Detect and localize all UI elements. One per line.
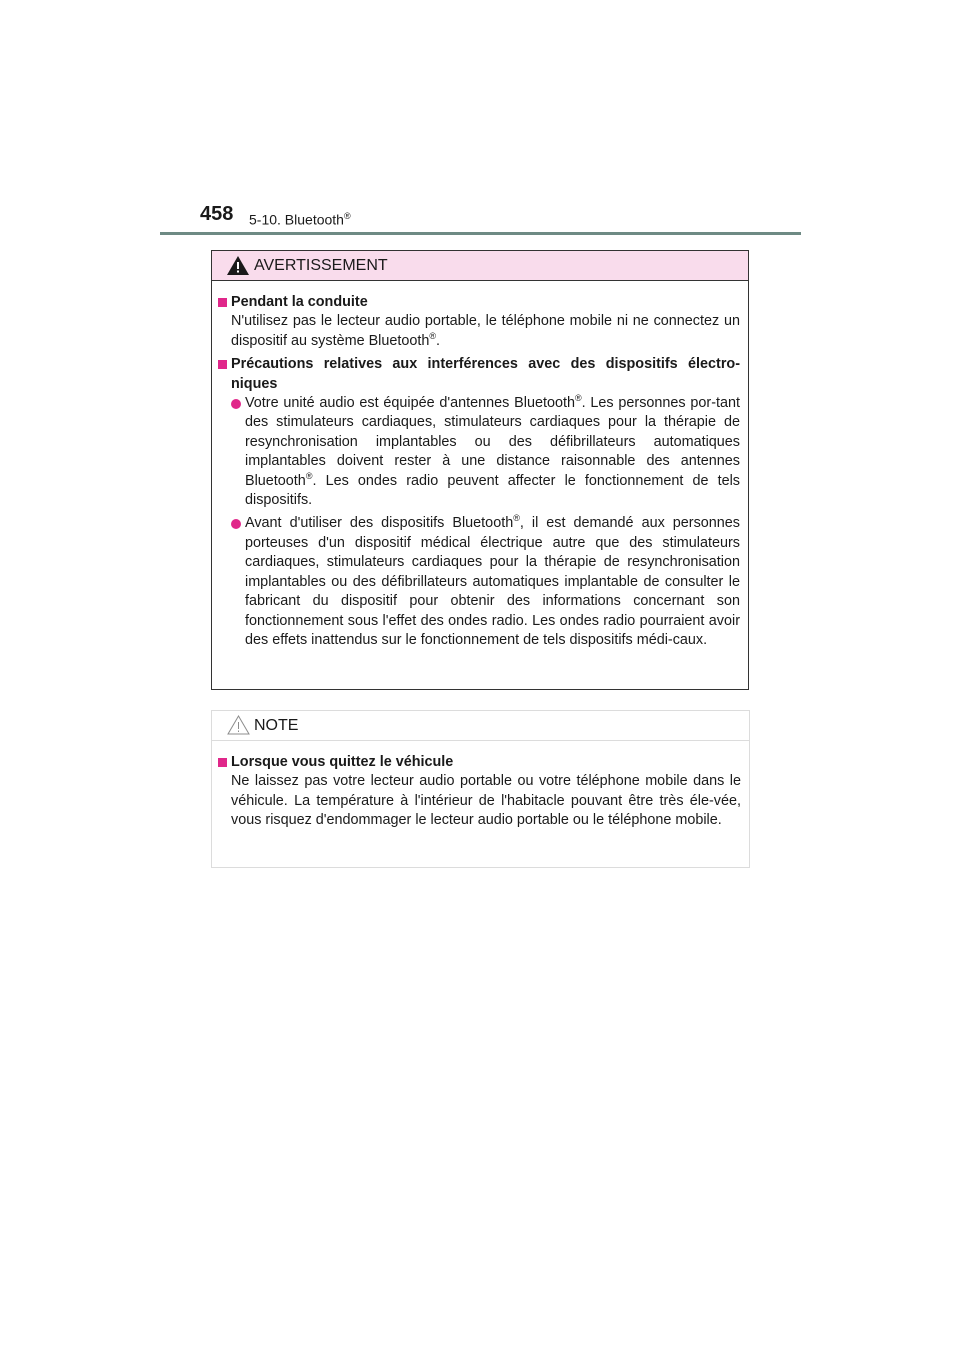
note-title: NOTE: [254, 717, 299, 734]
note-heading-leaving-vehicle: [218, 753, 741, 772]
warning-bullet-antennas: [218, 394, 740, 510]
section-title-text: 5-10. Bluetooth: [249, 211, 344, 228]
header-rule: [160, 232, 801, 235]
warning-heading-driving: [218, 293, 740, 312]
warning-box: [211, 250, 749, 690]
bullet-text-end: . Les ondes radio peuvent affecter le fonctionnement de tels dispositifs.: [245, 472, 740, 509]
warning-body: [212, 281, 748, 650]
note-paragraph: Ne laissez pas votre lecteur audio portable ou votre téléphone mobile dans le véhicule. La température à l'intérieur de l'habitacle pouvant être très éle-vée, vous risquez d'endommager le lecteur audio portable ou le téléphone mobile.: [231, 773, 741, 829]
registered-mark: ®: [305, 470, 313, 481]
warning-bullet-medical-devices: [218, 514, 740, 650]
page-number: 458: [200, 203, 234, 225]
pink-square-marker: [218, 298, 227, 307]
bullet-text-end: , il est demandé aux personnes porteuses d'un dispositif médical électrique autre que des stimulateurs cardiaques, stimulateurs cardiaques pour la thérapie de resynchronisation implantables ou des défibrillateurs automatiques implantable de consulter le fabricant du dispositif pour obtenir des informations concernant son fonctionnement sous l'effet des ondes radio. Les ondes radio pourraient avoir des effets inattendus sur le fonctionnement de tels dispositifs médi-caux.: [245, 515, 741, 648]
warning-paragraph-driving: [218, 312, 740, 351]
note-body: [212, 741, 749, 831]
heading-text: Précautions relatives aux interférences avec des dispositifs électro-niques: [231, 356, 740, 392]
bullet-text: Avant d'utiliser des dispositifs Bluetooth: [245, 515, 514, 532]
note-header: [212, 711, 749, 741]
registered-mark: ®: [574, 393, 582, 404]
note-box: [211, 710, 750, 868]
pink-bullet-dot: [231, 519, 241, 529]
pink-square-marker: [218, 758, 227, 767]
warning-title: AVERTISSEMENT: [254, 257, 388, 274]
heading-text: Pendant la conduite: [231, 294, 368, 310]
registered-mark: ®: [343, 211, 351, 221]
registered-mark: ®: [429, 331, 437, 342]
warning-heading-interference: [218, 355, 740, 394]
heading-text: Lorsque vous quittez le véhicule: [231, 754, 454, 770]
warning-triangle-icon: [227, 256, 249, 275]
paragraph-text: N'utilisez pas le lecteur audio portable, le téléphone mobile ni ne connectez un dispositif au système Bluetooth: [231, 313, 740, 349]
section-title: [249, 208, 351, 228]
bullet-text: Votre unité audio est équipée d'antennes Bluetooth: [245, 395, 575, 412]
pink-bullet-dot: [231, 399, 241, 409]
registered-mark: ®: [513, 513, 520, 524]
pink-square-marker: [218, 360, 227, 369]
bullet-text-mid: . Les personnes por-tant des stimulateurs cardiaques, stimulateurs cardiaques pour la thérapie de resynchronisation implantables ou des défibrillateurs automatiques implantables doivent rester à une distance raisonnable des antennes Bluetooth: [245, 395, 740, 489]
caution-triangle-icon: [227, 715, 250, 735]
paragraph-text-end: .: [436, 332, 441, 349]
warning-header: [212, 251, 748, 281]
